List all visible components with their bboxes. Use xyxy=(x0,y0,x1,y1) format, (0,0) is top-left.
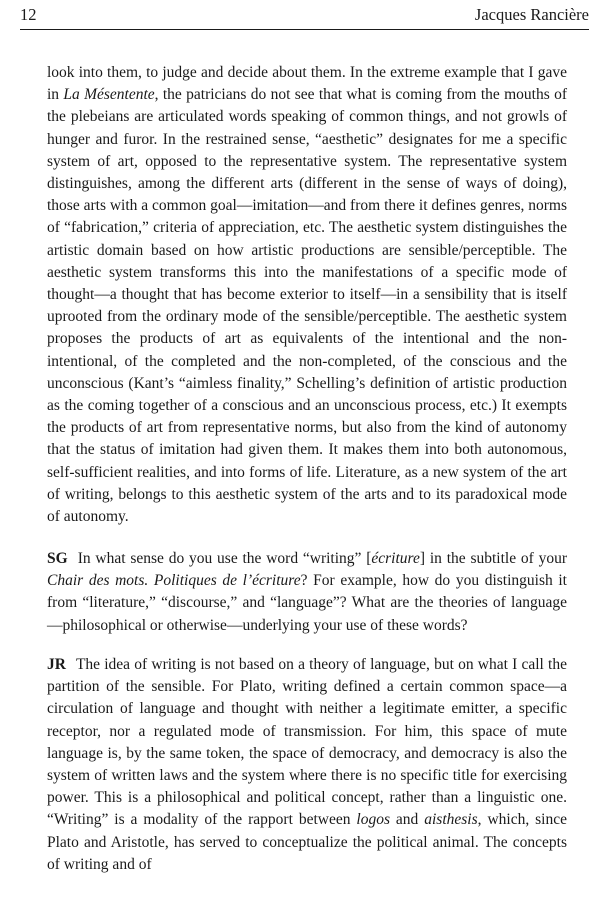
page-number: 12 xyxy=(20,5,37,24)
text-run: The idea of writing is not based on a theory of language, but on what I call the partition of the sensible. For Plato, writing defined a certain common space—a circulation of language and thought with neither a legitimate emitter, a specific receptor, nor a regulated mode of transmission. For him, this space of mute language is, by the same token, the space of democracy, and democracy is also the system of written laws and the system where there is no specific title for exercising power. This is a philosophical and political concept, rather than a linguistic one. “Writing” is a modality of the rapport between xyxy=(47,656,567,829)
text-run: In what sense do you use the word “writing” [ xyxy=(77,550,372,567)
text-run: , the patricians do not see that what is coming from the mouths of the plebeians are articulated words speaking of common things, and not growls of hunger and furor. In the restrained sense, “aesthetic” designates for me a specific system of art, opposed to the representative system. The representative system distinguishes, among the different arts (different in the sense of ways of doing), those arts with a common goal—imitation—and from there it defines genres, norms of “fabrication,” criteria of appreciation, etc. The aesthetic system distinguishes the artistic domain based on how artistic productions are sensible/perceptible. The aesthetic system transforms this into the manifestations of a specific mode of thought—a thought that has become exterior to itself—in a sensibility that is itself uprooted from the ordinary mode of the sensible/perceptible. The aesthetic system proposes the products of art as equivalents of the intentional and the non-intentional, of the completed and the non-completed, of the conscious and the unconscious (Kant’s “aimless finality,” Schelling’s definition of artistic production as the coming together of a conscious and an unconscious process, etc.) It exempts the products of art from representative norms, but also from the kind of autonomy that the status of imitation had given them. It makes them into both autonomous, self-sufficient realities, and into forms of life. Literature, as a new system of the art of writing, belongs to this aesthetic system of the arts and to its paradoxical mode of autonomy. xyxy=(47,86,567,526)
paragraph-sg-question xyxy=(47,548,567,637)
italic-run: La Mésentente xyxy=(63,86,155,104)
speaker-label: SG xyxy=(47,550,68,567)
text-run: look into them, to judge and decide about them. In the extreme example that I gave in xyxy=(47,64,567,104)
italic-run: logos xyxy=(356,811,390,829)
italic-run: Chair des mots. Politiques de l’écriture xyxy=(47,572,301,590)
running-header xyxy=(20,2,589,28)
header-rule xyxy=(20,29,589,30)
text-run: and xyxy=(389,811,425,829)
paragraph-text xyxy=(47,654,567,876)
italic-run: aisthesis xyxy=(424,811,478,829)
paragraph-text xyxy=(47,548,567,637)
paragraph-text xyxy=(47,62,567,528)
text-run: ] in the subtitle of your xyxy=(419,550,567,567)
speaker-label: JR xyxy=(47,656,66,673)
text-run: ? For example, how do you distinguish it from “literature,” “discourse,” and “language”? What are the theories of language—philosophical or otherwise—underlying your use of these words? xyxy=(47,572,567,634)
text-run: , which, since Plato and Aristotle, has served to conceptualize the political animal. The concepts of writing and of xyxy=(47,811,567,873)
italic-run: écriture xyxy=(371,550,420,567)
paragraph-jr-answer xyxy=(47,654,567,876)
paragraph-continued xyxy=(47,62,567,528)
running-head-author: Jacques Rancière xyxy=(474,5,589,24)
